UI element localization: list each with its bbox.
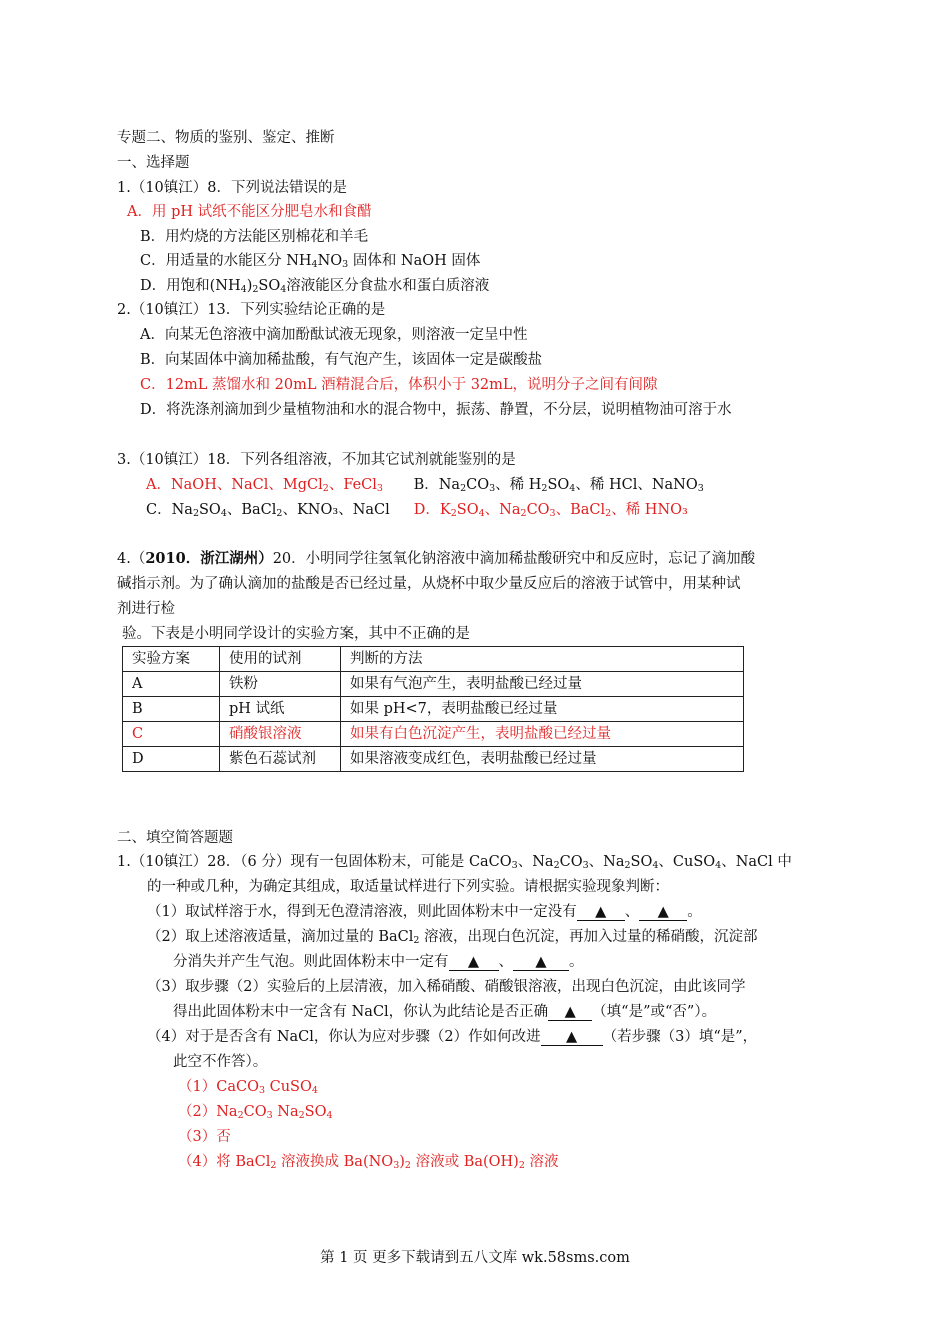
table-header-row — [123, 647, 744, 672]
doc-title: 专题二、物质的鉴别、鉴定、推断 — [117, 130, 335, 146]
question-stem: 2.（10镇江）13．下列实验结论正确的是 — [117, 302, 386, 318]
option-answer: C．12mL 蒸馏水和 20mL 酒精混合后，体积小于 32mL，说明分子之间有间隙 — [140, 377, 658, 393]
answer-blank: ▲ — [639, 904, 687, 921]
option-c: C．$Na_2SO_4$、BaCl$_2$、KNO₃、NaCl — [146, 502, 390, 519]
section-heading: 一、选择题 — [117, 155, 190, 171]
sub-question: （4）对于是否含有 NaCl，你认为应对步骤（2）作如何改进 ▲ （若步骤（3）填“是”， — [147, 1029, 758, 1045]
sub-question: 此空不作答）。 — [173, 1054, 268, 1070]
table-header: 实验方案 — [123, 647, 220, 672]
experiment-table — [122, 646, 744, 772]
option-row — [146, 475, 704, 495]
sub-question: （3）取步骤（2）实验后的上层清液，加入稀硝酸、硝酸银溶液，出现白色沉淀，由此该同学 — [147, 979, 746, 995]
answer-blank: ▲ — [541, 1029, 603, 1046]
answer-blank: ▲ — [449, 954, 499, 971]
section-heading: 二、填空简答题题 — [117, 830, 233, 846]
option: B．向某固体中滴加稀盐酸，有气泡产生，该固体一定是碳酸盐 — [140, 352, 543, 368]
table-header: 使用的试剂 — [220, 647, 341, 672]
answer-blank: ▲ — [548, 1004, 592, 1021]
table-row: A 铁粉 如果有气泡产生，表明盐酸已经过量 — [123, 672, 744, 697]
question-stem: 3.（10镇江）18．下列各组溶液，不加其它试剂就能鉴别的是 — [117, 452, 516, 468]
sub-question: （2）取上述溶液适量，滴加过量的 BaCl$_2$ 溶液，出现白色沉淀，再加入过量的稀硝酸，沉淀部 — [147, 929, 758, 946]
option-d: D．$K_2SO_4$、$Na_2CO_3$、BaCl$_2$、稀 HNO₃ — [413, 502, 688, 519]
page-footer: 第 1 页 更多下载请到五八文库 wk.58sms.com — [320, 1250, 630, 1266]
question-stem: 1.（10镇江）8．下列说法错误的是 — [117, 180, 348, 196]
option-row — [146, 500, 688, 520]
answer-line: （4）将 BaCl$_2$ 溶液换成 $Ba(NO_3)_2$ 溶液或 $Ba(OH)_2$ 溶液 — [178, 1154, 559, 1171]
question-text: 碱指示剂。为了确认滴加的盐酸是否已经过量，从烧杯中取少量反应后的溶液于试管中，用某种试 — [117, 576, 741, 592]
answer-blank: ▲ — [577, 904, 625, 921]
option-answer: A．用 pH 试纸不能区分肥皂水和食醋 — [127, 204, 372, 220]
table-header: 判断的方法 — [341, 647, 744, 672]
sub-question: 得出此固体粉末中一定含有 NaCl，你认为此结论是否正确 ▲ （填“是”或“否”）。 — [173, 1004, 717, 1020]
sub-question: 分消失并产生气泡。则此固体粉末中一定有 ▲ 、 ▲ 。 — [173, 954, 584, 970]
question-text: 剂进行检 — [117, 601, 175, 617]
answer-line: （1）CaCO$_3$ CuSO$_4$ — [178, 1079, 318, 1096]
sub-question: （1）取试样溶于水，得到无色澄清溶液，则此固体粉末中一定没有 ▲ 、 ▲ 。 — [147, 904, 702, 920]
option: D．将洗涤剂滴加到少量植物油和水的混合物中，振荡、静置，不分层，说明植物油可溶于水 — [140, 402, 732, 418]
question-text: 的一种或几种，为确定其组成，取适量试样进行下列实验。请根据实验现象判断： — [147, 879, 669, 895]
answer-line: （3）否 — [178, 1129, 231, 1145]
option: C．用适量的水能区分 $NH_4NO_3$ 固体和 NaOH 固体 — [140, 253, 481, 270]
option-a: A．NaOH、NaCl、MgCl$_2$、FeCl$_3$ — [146, 477, 383, 494]
answer-blank: ▲ — [513, 954, 569, 971]
option-b: B．$Na_2CO_3$、稀 $H_2SO_4$、稀 HCl、NaNO$_3$ — [413, 477, 704, 494]
question-stem: 1.（10镇江）28．（6 分）现有一包固体粉末，可能是 CaCO$_3$、$Na_2CO_3$、$Na_2SO_4$、CuSO$_4$、NaCl 中 — [117, 854, 792, 871]
answer-line: $(2)Na_2CO_3$ $Na_2SO_4$ — [178, 1104, 333, 1121]
question-text: 验。下表是小明同学设计的实验方案，其中不正确的是 — [122, 626, 470, 642]
table-row: B pH 试纸 如果 pH<7，表明盐酸已经过量 — [123, 697, 744, 722]
option: B．用灼烧的方法能区别棉花和羊毛 — [140, 229, 369, 245]
table-row: D 紫色石蕊试剂 如果溶液变成红色，表明盐酸已经过量 — [123, 747, 744, 772]
question-stem: 4.（2010．浙江湖州）20．小明同学往氢氧化钠溶液中滴加稀盐酸研究中和反应时，忘记了滴加酸 — [117, 550, 756, 567]
table-row-answer: C 硝酸银溶液 如果有白色沉淀产生，表明盐酸已经过量 — [123, 722, 744, 747]
option: D．用饱和$(NH_4)_2SO_4$溶液能区分食盐水和蛋白质溶液 — [140, 278, 490, 295]
option: A．向某无色溶液中滴加酚酞试液无现象，则溶液一定呈中性 — [140, 327, 528, 343]
